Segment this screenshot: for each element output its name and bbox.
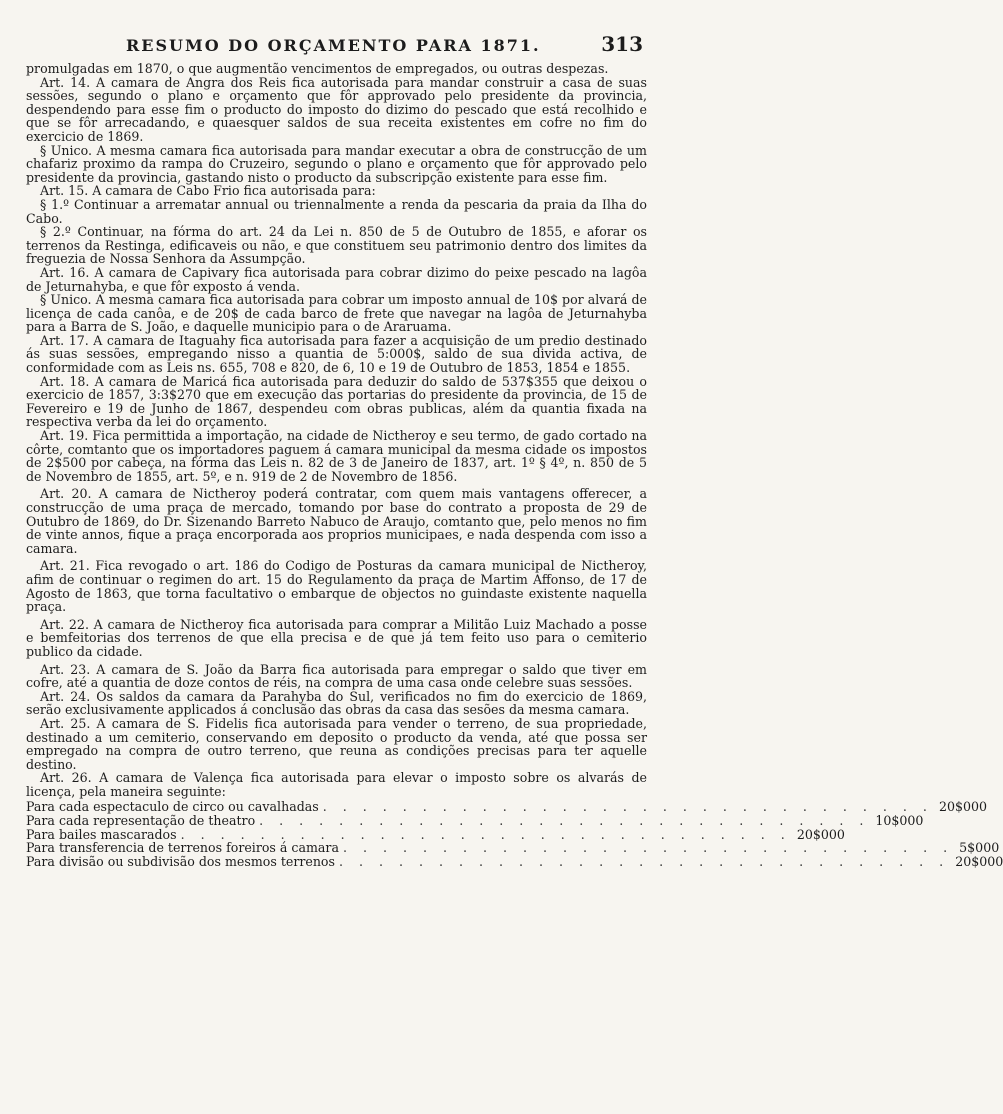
paragraph-art-15: Art. 15. A camara de Cabo Frio fica autorisada para: xyxy=(40,183,376,199)
fee-amount: 20$000 xyxy=(796,826,845,842)
paragraph-art-26: Art. 26. A camara de Valença fica autorisada para elevar o imposto sobre os alvarás de licença, pela maneira seguinte: xyxy=(26,770,647,799)
fee-row xyxy=(26,813,924,829)
paragraph-art-18: Art. 18. A camara de Maricá fica autorisada para deduzir do saldo de 537$355 que deixou o exercicio de 1857, 3:3$270 que em execução das portarias do presidente da provincia, de 15 de Fevereiro e 19 de Junho de 1867, despendeu com obras publicas, além da quantia fixada na respectiva verba da lei do orçamento. xyxy=(26,373,647,430)
paragraph-art-16: Art. 16. A camara de Capivary fica autorisada para cobrar dizimo do peixe pescado na lagôa de Jeturnahyba, e que fôr exposto á venda. xyxy=(26,264,647,294)
paragraph-art-25: Art. 25. A camara de S. Fidelis fica autorisada para vender o terreno, de sua propriedade, destinado a um cemiterio, conservando em deposito o producto da venda, até que possa ser empregado na compra de outro terreno, que reuna as condições precisas para ter aquelle destino. xyxy=(26,715,647,772)
paragraph-art-14-unico: § Unico. A mesma camara fica autorisada para mandar executar a obra de construcção de um chafariz proximo da rampa do Cruzeiro, segundo o plano e orçamento que fôr approvado pelo presidente da provincia, gastando nisto o producto da subscripção existente para esse fim. xyxy=(26,142,647,185)
fee-label: Para cada espectaculo de circo ou cavalhadas xyxy=(26,799,319,815)
paragraph-art-23: Art. 23. A camara de S. João da Barra fica autorisada para empregar o saldo que tiver em cofre, até a quantia de doze contos de réis, na compra de uma casa onde celebre suas sessões. xyxy=(26,661,647,691)
paragraph-art-14: Art. 14. A camara de Angra dos Reis fica autorisada para mandar construir a casa de suas sessões, segundo o plano e orçamento que fôr approvado pelo presidente da provincia, despendendo para esse fim o producto do imposto do dizimo do pescado que está recolhido e que se fôr arrecadando, e quaesquer saldos de sua receita existentes em cofre no fim do exercicio de 1869. xyxy=(26,74,647,144)
paragraph-art-16-unico: § Unico. A mesma camara fica autorisada para cobrar um imposto annual de 10$ por alvará de licença de cada canôa, e de 20$ de cada barco de frete que navegar na lagôa de Jeturnahyba para a Barra de S. João, e daquelle municipio para o de Araruama. xyxy=(26,292,647,335)
paragraph-art-22: Art. 22. A camara de Nictheroy fica autorisada para comprar a Militão Luiz Machado a posse e bemfeitorias dos terrenos de que ella precisa e de que já tem feito uso para o cemiterio publico da cidade. xyxy=(26,616,647,659)
fee-label: Para divisão ou subdivisão dos mesmos terrenos xyxy=(26,853,335,869)
paragraph-art-15-s2: § 2.º Continuar, na fórma do art. 24 da Lei n. 850 de 5 de Outubro de 1855, e aforar os terrenos da Restinga, edificaveis ou não, e que constituem seu patrimonio dentro dos limites da freguezia de Nossa Senhora da Assumpção. xyxy=(26,224,647,267)
leader-dots: . . . . . . . . . . . . . . . . . . . . . . . . . . . . . . . xyxy=(342,840,954,856)
fee-amount: 20$000 xyxy=(955,853,1003,869)
document-body xyxy=(26,61,1003,869)
fee-amount: 10$000 xyxy=(875,813,924,829)
fee-table xyxy=(26,799,1003,869)
paragraph-art-15-s1: § 1.º Continuar a arrematar annual ou triennalmente a renda da pescaria da praia da Ilha do Cabo. xyxy=(26,196,647,226)
paragraph-art-21: Art. 21. Fica revogado o art. 186 do Codigo de Posturas da camara municipal de Nictheroy, afim de continuar o regimen do art. 15 do Regulamento da praça de Martim Affonso, de 17 de Agosto de 1863, que torna facultativo o embarque de objectos no guindaste existente naquella praça. xyxy=(26,558,647,615)
fee-label: Para bailes mascarados xyxy=(26,826,177,842)
leader-dots: . . . . . . . . . . . . . . . . . . . . . . . . . . . . . . . xyxy=(180,826,791,842)
fee-row xyxy=(26,840,1000,856)
fee-label: Para transferencia de terrenos foreiros á camara xyxy=(26,840,339,856)
fee-amount: 5$000 xyxy=(959,840,1000,856)
fee-label: Para cada representação de theatro xyxy=(26,813,256,829)
paragraph: promulgadas em 1870, o que augmentão vencimentos de empregados, ou outras despezas. xyxy=(26,61,609,76)
fee-row xyxy=(26,853,1003,869)
fee-row xyxy=(26,826,845,842)
leader-dots: . . . . . . . . . . . . . . . . . . . . . . . . . . . . . . . xyxy=(322,799,933,815)
leader-dots: . . . . . . . . . . . . . . . . . . . . . . . . . . . . . . . xyxy=(259,813,870,829)
fee-row xyxy=(26,799,988,815)
leader-dots: . . . . . . . . . . . . . . . . . . . . . . . . . . . . . . . xyxy=(338,853,950,869)
paragraph-art-24: Art. 24. Os saldos da camara da Parahyba do Sul, verificados no fim do exercicio de 1869, serão exclusivamente applicados á conclusão das obras da casa das sesões da mesma camara. xyxy=(26,688,647,718)
page-header xyxy=(26,32,647,58)
paragraph-art-20: Art. 20. A camara de Nictheroy poderá contratar, com quem mais vantagens offerecer, a construcção de uma praça de mercado, tomando por base do contrato a proposta de 29 de Outubro de 1869, do Dr. Sizenando Barreto Nabuco de Araujo, comtanto que, pelo menos no fim de vinte annos, fique a praça encorporada aos proprios municipaes, e nada despenda com isso a camara. xyxy=(26,486,647,556)
paragraph-art-17: Art. 17. A camara de Itaguahy fica autorisada para fazer a acquisição de um predio destinado ás suas sessões, empregando nisso a quantia de 5:000$, saldo de sua divida activa, de conformidade com as Leis ns. 655, 708 e 820, de 6, 10 e 19 de Outubro de 1853, 1854 e 1855. xyxy=(26,332,647,376)
page-title: RESUMO DO ORÇAMENTO PARA 1871. xyxy=(126,36,541,55)
paragraph-art-19: Art. 19. Fica permittida a importação, na cidade de Nictheroy e seu termo, de gado cortado na côrte, comtanto que os importadores paguem á camara municipal da mesma cidade os impostos de 2$500 por cabeça, na fórma das Leis n. 82 de 3 de Janeiro de 1837, art. 1º § 4º, n. 850 de 5 de Novembro de 1855, art. 5º, e n. 919 de 2 de Novembro de 1856. xyxy=(26,428,647,484)
page-number: 313 xyxy=(601,32,643,56)
fee-amount: 20$000 xyxy=(938,799,988,815)
